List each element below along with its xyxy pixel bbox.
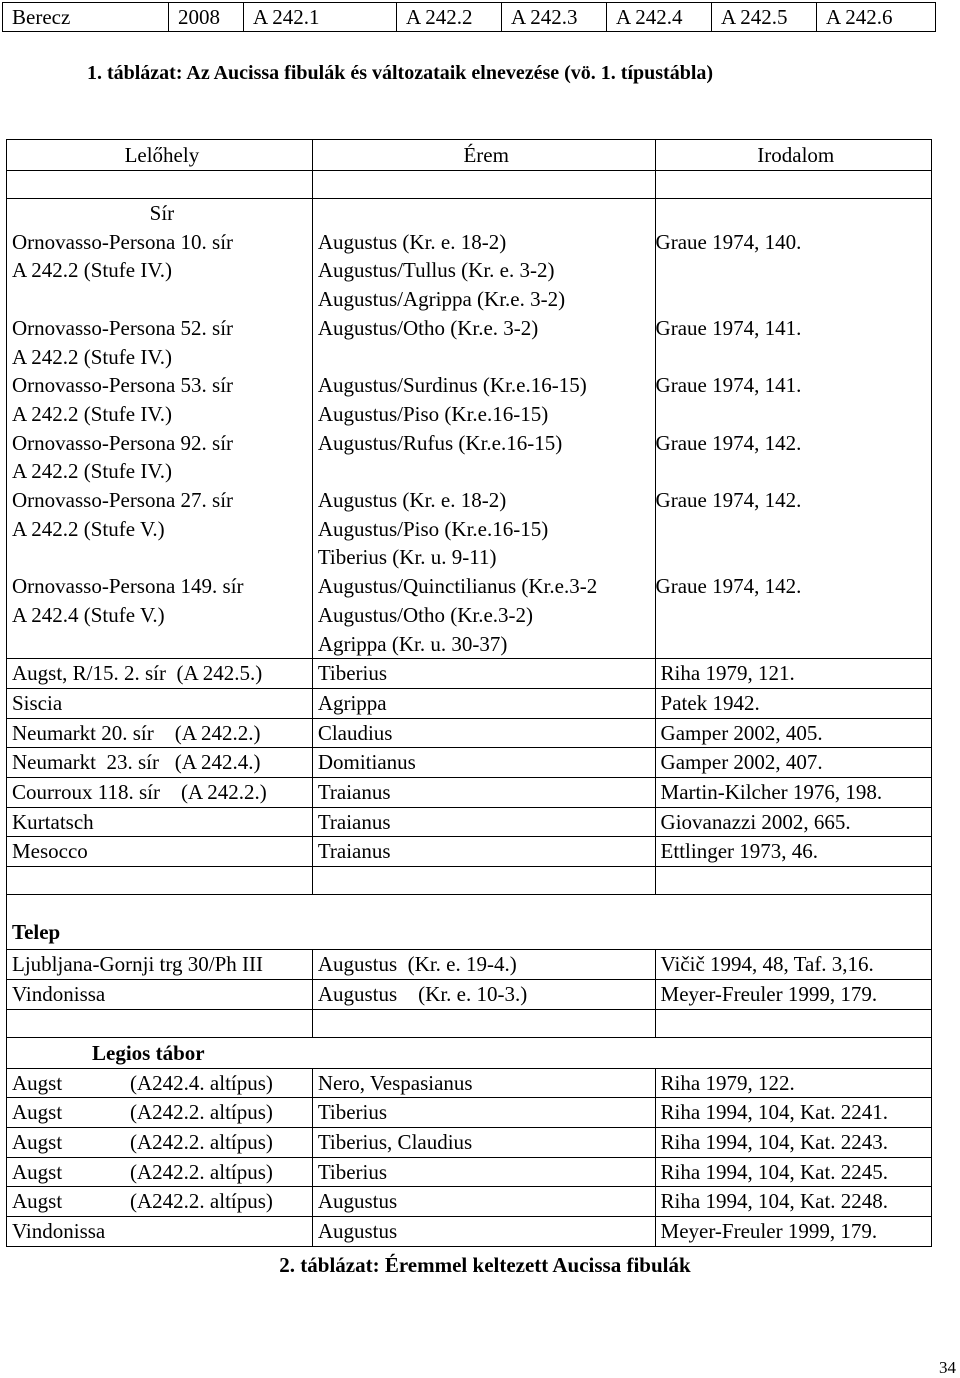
coin-cell: Tiberius	[312, 659, 655, 689]
coin-line: Augustus/Piso (Kr.e.16-15)	[317, 516, 549, 541]
literature-cell: Riha 1979, 122.	[655, 1068, 931, 1098]
header-literature: Irodalom	[655, 140, 931, 171]
literature-cell: Gamper 2002, 405.	[655, 718, 931, 748]
site-cell	[7, 1127, 313, 1157]
site-cell: Ljubljana-Gornji trg 30/Ph III	[7, 950, 313, 980]
top-cell: A 242.4	[607, 3, 712, 32]
site-cell	[7, 1217, 313, 1247]
site-type: (A242.2. altípus)	[130, 1189, 273, 1214]
table-row	[7, 837, 932, 867]
coin-cell: Traianus	[312, 778, 655, 808]
coin-line: Augustus/Rufus (Kr.e.16-15)	[317, 430, 563, 455]
site-name: Augst	[12, 1129, 63, 1154]
coin-dated-fibulae-table	[6, 139, 932, 1247]
legion-label-cell	[7, 1037, 932, 1068]
site-type: (A242.4. altípus)	[130, 1070, 273, 1095]
coin-cell: Augustus (Kr. e. 10-3.)	[312, 979, 655, 1009]
literature-line: Graue 1974, 142.	[655, 430, 802, 455]
type-header-row	[3, 3, 936, 32]
coin-cell: Augustus	[312, 1187, 655, 1217]
grave-literature-cell	[655, 199, 931, 659]
coin-cell: Traianus	[312, 807, 655, 837]
site-cell	[7, 1187, 313, 1217]
site-cell: Neumarkt 20. sír (A 242.2.)	[7, 718, 313, 748]
site-name: Augst	[12, 1159, 63, 1184]
site-type: (A242.2. altípus)	[130, 1159, 273, 1184]
literature-cell: Vičič 1994, 48, Taf. 3,16.	[655, 950, 931, 980]
literature-line: Graue 1974, 141.	[655, 315, 802, 340]
table-row	[7, 1127, 932, 1157]
literature-cell: Martin-Kilcher 1976, 198.	[655, 778, 931, 808]
site-name: Augst	[12, 1189, 63, 1214]
literature-cell: Meyer-Freuler 1999, 179.	[655, 979, 931, 1009]
site-name: Augst	[12, 1100, 63, 1125]
section-label-grave: Sír	[149, 201, 175, 225]
table-row	[7, 1068, 932, 1098]
coin-line: Augustus/Otho (Kr.e.3-2)	[317, 602, 534, 627]
site-line: A 242.2 (Stufe IV.)	[12, 258, 173, 283]
coin-cell: Domitianus	[312, 748, 655, 778]
top-cell: A 242.2	[397, 3, 502, 32]
coin-line: Augustus/Quinctilianus (Kr.e.3-2	[317, 574, 598, 599]
site-line: Ornovasso-Persona 27. sír	[12, 488, 234, 513]
site-type: (A242.2. altípus)	[130, 1100, 273, 1125]
top-cell: A 242.1	[244, 3, 397, 32]
coin-line: Tiberius (Kr. u. 9-11)	[317, 545, 497, 570]
top-cell: Berecz	[3, 3, 169, 32]
table-row	[7, 807, 932, 837]
literature-cell: Ettlinger 1973, 46.	[655, 837, 931, 867]
top-cell: 2008	[169, 3, 244, 32]
site-cell: Vindonissa	[7, 979, 313, 1009]
coin-line: Augustus/Tullus (Kr. e. 3-2)	[317, 258, 555, 283]
literature-line: Graue 1974, 142.	[655, 574, 802, 599]
site-name: Vindonissa	[12, 1219, 106, 1244]
table-row	[7, 688, 932, 718]
site-cell	[7, 1157, 313, 1187]
empty-row	[7, 1009, 932, 1037]
literature-cell: Riha 1994, 104, Kat. 2245.	[655, 1157, 931, 1187]
top-cell: A 242.3	[502, 3, 607, 32]
literature-line: Graue 1974, 142.	[655, 488, 802, 513]
coin-line: Augustus (Kr. e. 18-2)	[317, 488, 507, 513]
site-cell: Kurtatsch	[7, 807, 313, 837]
coin-cell: Nero, Vespasianus	[312, 1068, 655, 1098]
literature-line: Graue 1974, 140.	[655, 229, 802, 254]
table-row	[7, 950, 932, 980]
site-cell: Augst, R/15. 2. sír (A 242.5.)	[7, 659, 313, 689]
type-header-table	[2, 2, 936, 32]
site-line: Ornovasso-Persona 53. sír	[12, 373, 234, 398]
table-row	[7, 1098, 932, 1128]
legion-camp-section-row	[7, 1037, 932, 1068]
settlement-label-cell	[7, 895, 932, 950]
site-cell: Siscia	[7, 688, 313, 718]
grave-section-row	[7, 199, 932, 659]
site-cell: Courroux 118. sír (A 242.2.)	[7, 778, 313, 808]
empty-row	[7, 867, 932, 895]
coin-cell: Augustus	[312, 1217, 655, 1247]
empty-row	[7, 171, 932, 199]
site-line: A 242.4 (Stufe V.)	[12, 602, 165, 627]
site-line: Ornovasso-Persona 149. sír	[12, 574, 244, 599]
coin-line: Augustus/Piso (Kr.e.16-15)	[317, 401, 549, 426]
coin-cell: Augustus (Kr. e. 19-4.)	[312, 950, 655, 980]
coin-cell: Tiberius	[312, 1098, 655, 1128]
top-cell: A 242.6	[817, 3, 936, 32]
table-row	[7, 659, 932, 689]
site-cell	[7, 1098, 313, 1128]
coin-line: Augustus (Kr. e. 18-2)	[317, 229, 507, 254]
table-row	[7, 1217, 932, 1247]
site-name: Augst	[12, 1070, 63, 1095]
literature-cell: Riha 1994, 104, Kat. 2243.	[655, 1127, 931, 1157]
top-cell: A 242.5	[712, 3, 817, 32]
literature-cell: Meyer-Freuler 1999, 179.	[655, 1217, 931, 1247]
settlement-section-row	[7, 895, 932, 950]
literature-cell: Patek 1942.	[655, 688, 931, 718]
literature-cell: Riha 1994, 104, Kat. 2241.	[655, 1098, 931, 1128]
site-line: Ornovasso-Persona 10. sír	[12, 229, 234, 254]
coin-cell: Claudius	[312, 718, 655, 748]
table-row	[7, 979, 932, 1009]
literature-cell: Giovanazzi 2002, 665.	[655, 807, 931, 837]
coin-line: Agrippa (Kr. u. 30-37)	[317, 631, 508, 656]
coin-cell: Tiberius	[312, 1157, 655, 1187]
section-label-legion-camp: Legios tábor	[92, 1040, 205, 1065]
table-row	[7, 718, 932, 748]
table-2-caption: 2. táblázat: Éremmel keltezett Aucissa fibulák	[279, 1253, 691, 1277]
grave-sites-cell	[7, 199, 313, 659]
coin-line: Augustus/Surdinus (Kr.e.16-15)	[317, 373, 587, 398]
site-line: A 242.2 (Stufe IV.)	[12, 401, 173, 426]
site-line: Ornovasso-Persona 52. sír	[12, 315, 234, 340]
site-line: Ornovasso-Persona 92. sír	[12, 430, 234, 455]
grave-coins-cell	[312, 199, 655, 659]
coin-cell: Tiberius, Claudius	[312, 1127, 655, 1157]
site-line: A 242.2 (Stufe IV.)	[12, 459, 173, 484]
literature-cell: Riha 1979, 121.	[655, 659, 931, 689]
page-number: 34	[939, 1358, 956, 1377]
site-cell	[7, 1068, 313, 1098]
coin-cell: Agrippa	[312, 688, 655, 718]
header-row	[7, 140, 932, 171]
table-1-caption: 1. táblázat: Az Aucissa fibulák és változataik elnevezése (vö. 1. típustábla)	[86, 62, 714, 84]
literature-cell: Gamper 2002, 407.	[655, 748, 931, 778]
site-cell: Neumarkt 23. sír (A 242.4.)	[7, 748, 313, 778]
section-label-settlement: Telep	[12, 920, 61, 945]
coin-line: Augustus/Agrippa (Kr.e. 3-2)	[317, 287, 566, 312]
literature-cell: Riha 1994, 104, Kat. 2248.	[655, 1187, 931, 1217]
header-site: Lelőhely	[7, 140, 313, 171]
table-row	[7, 1157, 932, 1187]
table-row	[7, 778, 932, 808]
site-line: A 242.2 (Stufe V.)	[12, 516, 165, 541]
literature-line: Graue 1974, 141.	[655, 373, 802, 398]
site-cell: Mesocco	[7, 837, 313, 867]
site-type: (A242.2. altípus)	[130, 1129, 273, 1154]
table-row	[7, 748, 932, 778]
table-row	[7, 1187, 932, 1217]
site-line: A 242.2 (Stufe IV.)	[12, 344, 173, 369]
coin-line: Augustus/Otho (Kr.e. 3-2)	[317, 315, 539, 340]
coin-cell: Traianus	[312, 837, 655, 867]
header-coin: Érem	[312, 140, 655, 171]
